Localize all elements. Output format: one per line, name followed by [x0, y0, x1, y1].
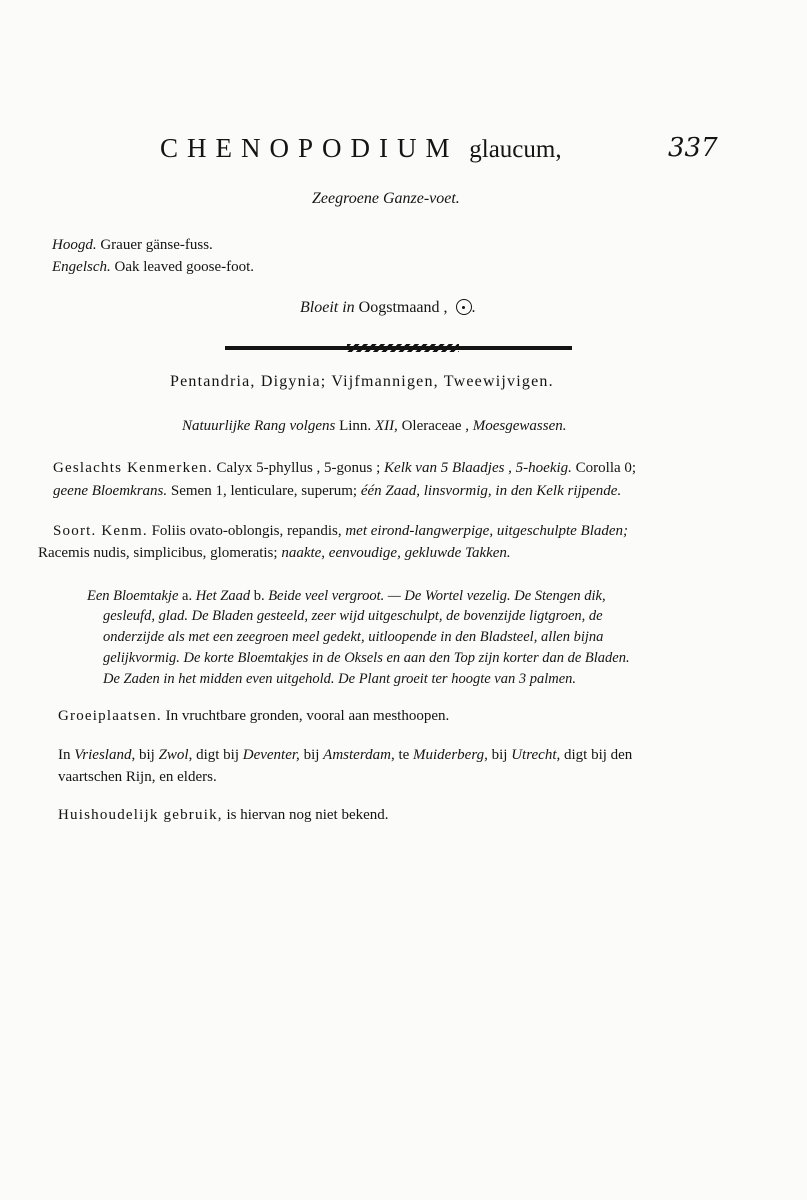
page-number: 337 — [668, 133, 718, 163]
genus-dutch-3: één Zaad, linsvormig, in den Kelk rijpende. — [360, 483, 622, 499]
page-title — [160, 132, 562, 166]
desc-flower-twig: Een Bloemtakje — [87, 588, 179, 604]
genus-latin-3: Semen 1, lenticulare, superum; — [170, 483, 358, 499]
engelsch-label: Engelsch. — [52, 259, 111, 275]
species-dutch-2: naakte, eenvoudige, gekluwde Takken. — [281, 545, 511, 561]
loc-bij-2: bij — [303, 747, 320, 763]
genus-latin-1: Calyx 5-phyllus , 5-gonus ; — [216, 460, 381, 476]
description-line-3: onderzijde als met een zeegroen meel gedekt, uitloopende in den Bladsteel, allen bijna — [103, 629, 604, 645]
habitat-text: In vruchtbare gronden, vooral aan mesthoopen. — [165, 708, 450, 724]
species-latin-1: Foliis ovato-oblongis, repandis, — [151, 523, 342, 539]
species-characters-heading: Soort. Kenm. — [53, 523, 148, 539]
rank-linn: Linn. — [339, 418, 372, 434]
flowering-end: . — [471, 299, 476, 316]
genus-characters-heading: Geslachts Kenmerken. — [53, 460, 213, 476]
rank-number: XII, — [374, 418, 398, 434]
description-line-1 — [87, 587, 606, 605]
hoogd-label: Hoogd. — [52, 237, 97, 253]
description-line-5: De Zaden in het midden even uitgehold. De Plant groeit ter hoogte van 3 palmen. — [103, 671, 577, 687]
genus-latin-2: Corolla 0; — [575, 460, 637, 476]
class-dutch: Vijfmannigen, Tweewijvigen. — [331, 373, 554, 390]
loc-amsterdam: Amsterdam — [323, 747, 391, 763]
species-dutch-1: met eirond-langwerpige, uitgeschulpte Bladen; — [345, 523, 629, 539]
genus-dutch-1: Kelk van 5 Blaadjes , 5-hoekig. — [384, 460, 572, 476]
rank-family: Oleraceae , — [401, 418, 470, 434]
household-text: is hiervan nog niet bekend. — [226, 807, 389, 823]
household-heading: Huishoudelijk gebruik, — [58, 807, 223, 823]
species-characters-line-1 — [53, 522, 628, 540]
description-line-2: gesleufd, glad. De Bladen gesteeld, zeer wijd uitgeschulpt, de bovenzijde ligtgroen, de — [103, 608, 603, 624]
loc-digt-2: digt bij den — [563, 747, 633, 763]
natural-rank — [182, 417, 567, 435]
desc-ref-a: a. — [182, 588, 193, 604]
linnaean-class — [170, 373, 554, 391]
engelsch-value: Oak leaved goose-foot. — [114, 259, 255, 275]
hoogd-value: Grauer gänse-fuss. — [100, 237, 213, 253]
dutch-name: Zeegroene Ganze-voet. — [312, 190, 460, 207]
english-name-line — [52, 258, 254, 276]
class-latin: Pentandria, Digynia; — [170, 373, 327, 390]
loc-zwol: Zwol — [158, 747, 189, 763]
desc-ref-b: b. — [253, 588, 265, 604]
rank-label: Natuurlijke Rang volgens — [182, 418, 336, 434]
flowering-label: Bloeit in — [300, 299, 355, 316]
genus-characters-line-2 — [53, 482, 621, 500]
genus-dutch-2: geene Bloemkrans. — [53, 483, 168, 499]
household-use-line — [58, 806, 389, 824]
ornamental-divider — [225, 344, 572, 352]
loc-utrecht: Utrecht, — [511, 747, 561, 763]
loc-in: In — [58, 747, 71, 763]
divider-ornament — [347, 344, 459, 352]
locations-line-1 — [58, 746, 632, 764]
habitat-heading: Groeiplaatsen. — [58, 708, 162, 724]
genus-characters-line-1 — [53, 459, 636, 477]
annual-symbol-icon — [456, 299, 472, 315]
flowering-line — [300, 299, 476, 317]
rank-dutch: Moesgewassen. — [472, 418, 567, 434]
loc-bij-1: , bij — [131, 747, 155, 763]
loc-friesland: Vriesland — [74, 747, 132, 763]
genus-name: CHENOPODIUM — [160, 133, 459, 163]
desc-text-1: Beide veel vergroot. — De Wortel vezelig. De Stengen dik, — [268, 588, 606, 604]
species-characters-line-2 — [38, 544, 511, 562]
habitat-line — [58, 707, 449, 725]
loc-digt-1: , digt bij — [188, 747, 239, 763]
description-line-4: gelijkvormig. De korte Bloemtakjes in de Oksels en aan den Top zijn korter dan de Bladen. — [103, 650, 630, 666]
desc-seed: Het Zaad — [195, 588, 251, 604]
locations-line-2: vaartschen Rijn, en elders. — [58, 769, 217, 785]
species-latin-2: Racemis nudis, simplicibus, glomeratis; — [38, 545, 278, 561]
loc-te: , te — [390, 747, 410, 763]
flowering-month: Oogstmaand , — [358, 299, 448, 316]
loc-deventer: Deventer, — [242, 747, 300, 763]
loc-muiderberg: Muiderberg — [413, 747, 485, 763]
species-name: glaucum, — [469, 136, 562, 163]
loc-bij-3: , bij — [484, 747, 508, 763]
german-name-line — [52, 236, 213, 254]
